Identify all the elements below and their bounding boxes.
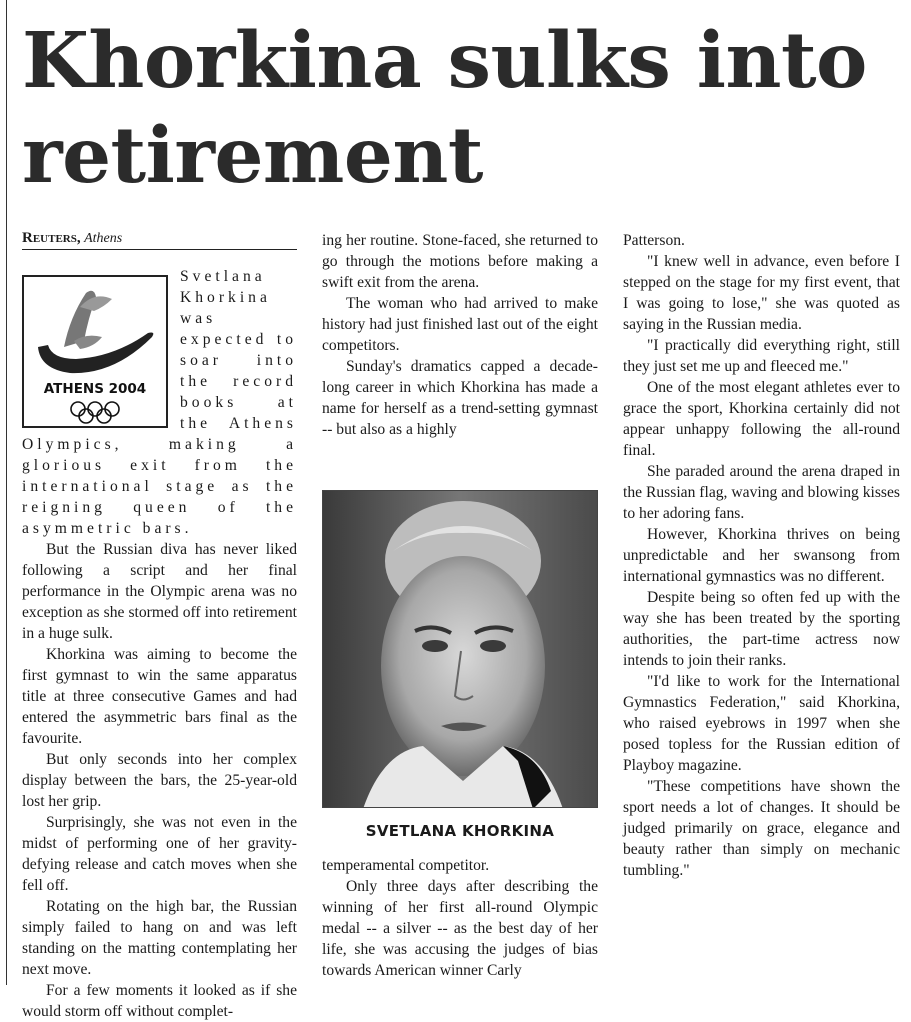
paragraph: One of the most elegant athletes ever to grace the sport, Khorkina certainly did not appear unhappy following the all-round final. — [623, 379, 900, 459]
column-2-top — [322, 230, 598, 490]
paragraph: Svetlana Khorkina was expected to soar into the record books at the Athens Olympics, making a glorious exit from the international stage as the reigning queen of the asymmetric bars. — [22, 268, 297, 537]
logo-text: ATHENS 2004 — [43, 381, 147, 397]
paragraph: ing her routine. Stone-faced, she returned to go through the motions before making a swift exit from the arena. — [322, 232, 598, 291]
headline: Khorkina sulks into retirement — [22, 16, 867, 201]
olympic-rings-icon — [71, 402, 119, 423]
paragraph: However, Khorkina thrives on being unpredictable and her swansong from international gymnastics was no different. — [623, 526, 900, 585]
byline-place: Athens — [84, 231, 123, 246]
portrait-photo — [322, 490, 598, 808]
byline — [22, 230, 297, 250]
paragraph: The woman who had arrived to make history had just finished last out of the eight competitors. — [322, 295, 598, 354]
paragraph: Surprisingly, she was not even in the midst of performing one of her gravity-defying release and catch moves when she fell off. — [22, 814, 297, 894]
photo-caption: SVETLANA KHORKINA — [365, 822, 555, 840]
page-left-rule — [6, 0, 7, 985]
athens-emblem-icon — [24, 277, 166, 426]
paragraph: Khorkina was aiming to become the first gymnast to win the same apparatus title at three consecutive Games and had entered the asymmetric bars final as the favourite. — [22, 646, 297, 747]
paragraph: Patterson. — [623, 232, 685, 249]
paragraph: "These competitions have shown the sport needs a lot of changes. It should be judged primarily on grace, elegance and beauty rather than simply on mechanic tumbling." — [623, 778, 900, 879]
paragraph: "I knew well in advance, even before I stepped on the stage for my first event, that I was going to lose," she was quoted as saying in the Russian media. — [623, 253, 900, 333]
paragraph: For a few moments it looked as if she would storm off without complet- — [22, 982, 297, 1020]
paragraph: Only three days after describing the winning of her first all-round Olympic medal -- a silver -- as the best day of her life, she was accusing the judges of bias towards American winner Carly — [322, 878, 598, 979]
paragraph: "I'd like to work for the International Gymnastics Federation," said Khorkina, who raised eyebrows in 1997 when she posed topless for the Russian edition of Playboy magazine. — [623, 673, 900, 774]
paragraph: She paraded around the arena draped in the Russian flag, waving and blowing kisses to her adoring fans. — [623, 463, 900, 522]
paragraph: Despite being so often fed up with the way she has been treated by the sporting authorities, the part-time actress now intends to join their ranks. — [623, 589, 900, 669]
paragraph: But only seconds into her complex display between the bars, the 25-year-old lost her grip. — [22, 751, 297, 810]
paragraph: temperamental competitor. — [322, 857, 490, 874]
paragraph: But the Russian diva has never liked following a script and her final performance in the Olympic arena was no exception as she stormed off into retirement in a huge sulk. — [22, 541, 297, 642]
paragraph: Sunday's dramatics capped a decade-long career in which Khorkina has made a name for herself as a trend-setting gymnast -- but also as a highly — [322, 358, 598, 438]
paragraph: Rotating on the high bar, the Russian simply failed to hang on and was left standing on the matting contemplating her next move. — [22, 898, 297, 978]
athens-2004-logo — [22, 275, 168, 428]
column-3 — [623, 230, 900, 881]
byline-agency: Reuters, — [22, 230, 81, 246]
column-1 — [22, 266, 297, 1022]
column-2-bottom — [322, 855, 598, 981]
paragraph: "I practically did everything right, still they just set me up and fleeced me." — [623, 337, 900, 375]
